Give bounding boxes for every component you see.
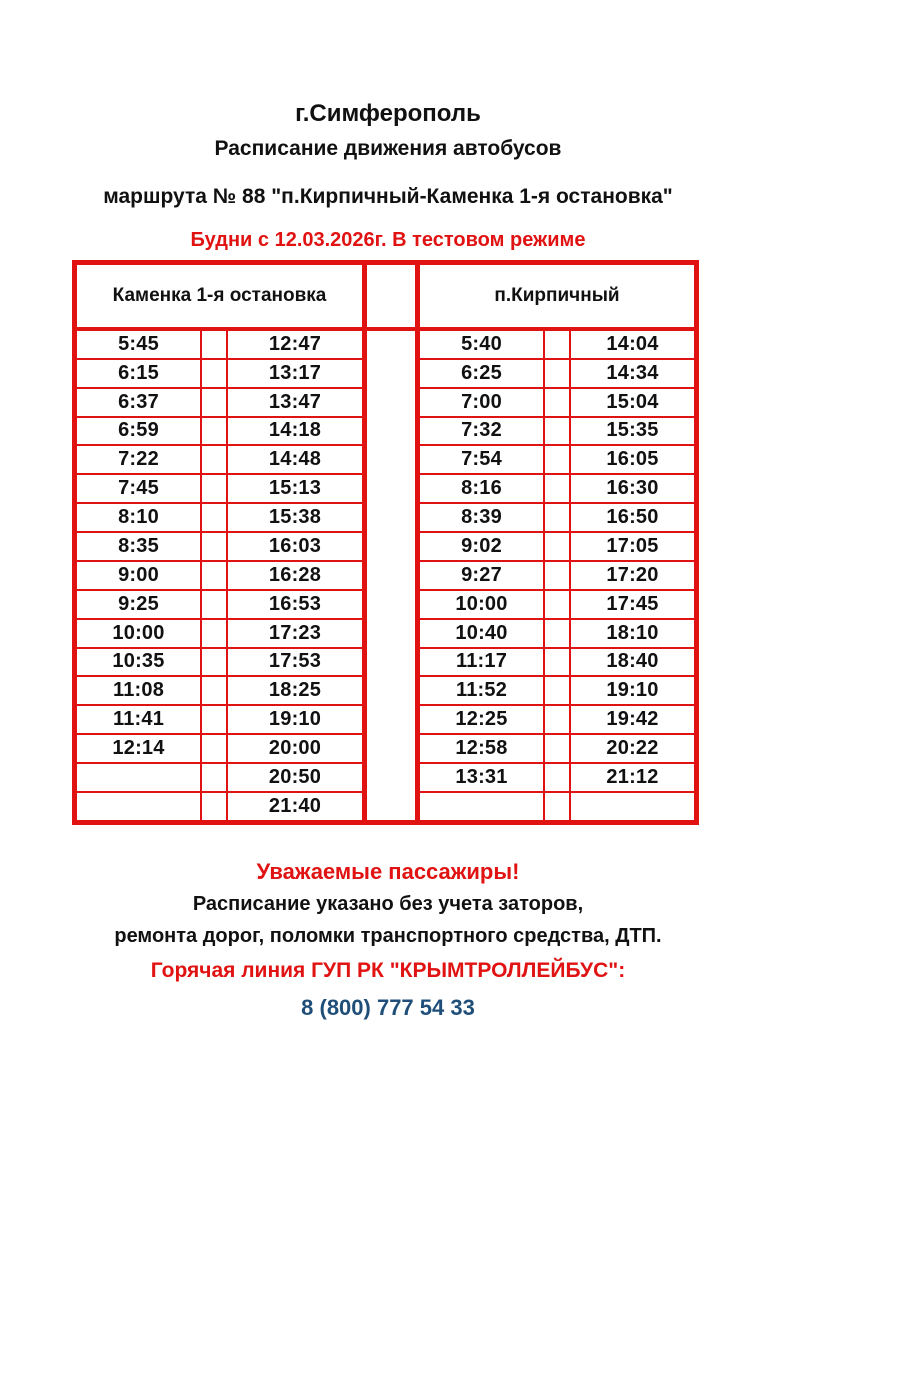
spacer-cell xyxy=(545,677,571,704)
time-cell: 15:38 xyxy=(268,506,322,529)
notice-line-1: Расписание указано без учета заторов, xyxy=(192,893,584,916)
timetable-row xyxy=(420,533,694,562)
time-cell: 19:42 xyxy=(606,708,659,731)
time-cell: 8:10 xyxy=(77,504,202,531)
time-cell: 20:50 xyxy=(268,765,322,788)
spacer-cell xyxy=(545,331,571,358)
time-cell: 16:50 xyxy=(606,506,659,529)
timetable-row xyxy=(420,331,694,360)
time-cell: 21:12 xyxy=(606,765,659,788)
timetable-row xyxy=(420,793,694,820)
timetable-row xyxy=(77,620,362,649)
time-cell: 7:45 xyxy=(77,475,202,502)
timetable-row xyxy=(420,735,694,764)
hotline-phone-number: 8 (800) 777 54 33 xyxy=(301,994,475,1020)
timetable-row xyxy=(420,475,694,504)
spacer-cell xyxy=(202,649,228,676)
right-times-body xyxy=(420,331,694,820)
notice-line-2: ремонта дорог, поломки транспортного средства, ДТП. xyxy=(114,925,662,948)
gap-body-cell xyxy=(367,331,415,825)
time-cell: 6:25 xyxy=(420,360,545,387)
timetable-row xyxy=(420,360,694,389)
schedule-document xyxy=(72,100,704,1021)
time-cell: 7:22 xyxy=(77,446,202,473)
timetable-row xyxy=(420,446,694,475)
spacer-cell xyxy=(545,562,571,589)
time-cell: 13:31 xyxy=(420,764,545,791)
time-cell: 18:10 xyxy=(606,621,659,644)
time-cell: 17:53 xyxy=(268,650,322,673)
spacer-cell xyxy=(202,475,228,502)
timetable-row xyxy=(420,562,694,591)
timetable-row xyxy=(77,591,362,620)
time-cell: 21:40 xyxy=(268,794,322,817)
spacer-cell xyxy=(545,591,571,618)
spacer-cell xyxy=(545,793,571,820)
timetable-row xyxy=(420,389,694,418)
timetable-row xyxy=(77,562,362,591)
passengers-greeting: Уважаемые пассажиры! xyxy=(256,858,520,884)
timetable-row xyxy=(77,649,362,678)
spacer-cell xyxy=(202,360,228,387)
spacer-cell xyxy=(202,591,228,618)
time-cell: 11:41 xyxy=(77,706,202,733)
timetable-row xyxy=(77,793,362,820)
timetable-row xyxy=(77,735,362,764)
time-cell: 14:04 xyxy=(606,332,659,355)
time-cell: 16:53 xyxy=(268,592,322,615)
time-cell: 17:20 xyxy=(606,563,659,586)
time-cell: 18:40 xyxy=(606,650,659,673)
time-cell: 12:58 xyxy=(420,735,545,762)
time-cell: 11:52 xyxy=(420,677,545,704)
time-cell: 9:00 xyxy=(77,562,202,589)
time-cell: 9:27 xyxy=(420,562,545,589)
time-cell: 15:13 xyxy=(268,477,322,500)
timetable xyxy=(72,260,704,825)
time-cell xyxy=(571,793,694,820)
time-cell: 14:34 xyxy=(606,361,659,384)
spacer-cell xyxy=(202,764,228,791)
timetable-row xyxy=(420,706,694,735)
time-cell: 20:22 xyxy=(606,737,659,760)
time-cell: 15:35 xyxy=(606,419,659,442)
time-cell xyxy=(77,793,202,820)
spacer-cell xyxy=(545,620,571,647)
timetable-row xyxy=(77,677,362,706)
time-cell: 8:35 xyxy=(77,533,202,560)
spacer-cell xyxy=(545,649,571,676)
time-cell: 14:48 xyxy=(268,448,322,471)
spacer-cell xyxy=(545,735,571,762)
timetable-row xyxy=(420,591,694,620)
time-cell: 16:28 xyxy=(268,563,322,586)
spacer-cell xyxy=(202,389,228,416)
timetable-right-block xyxy=(415,260,699,825)
time-cell: 6:37 xyxy=(77,389,202,416)
time-cell: 6:59 xyxy=(77,418,202,445)
document-subtitle: Расписание движения автобусов xyxy=(214,136,562,160)
time-cell: 17:45 xyxy=(606,592,659,615)
timetable-row xyxy=(77,533,362,562)
validity-note: Будни с 12.03.2026г. В тестовом режиме xyxy=(190,228,586,251)
time-cell: 19:10 xyxy=(606,679,659,702)
spacer-cell xyxy=(545,360,571,387)
spacer-cell xyxy=(545,764,571,791)
timetable-row xyxy=(77,446,362,475)
spacer-cell xyxy=(545,389,571,416)
spacer-cell xyxy=(202,620,228,647)
time-cell: 13:47 xyxy=(268,390,322,413)
timetable-row xyxy=(420,649,694,678)
timetable-row xyxy=(77,418,362,447)
timetable-row xyxy=(420,764,694,793)
time-cell: 8:39 xyxy=(420,504,545,531)
gap-header-cell xyxy=(367,260,415,331)
timetable-row xyxy=(420,677,694,706)
time-cell: 7:00 xyxy=(420,389,545,416)
timetable-row xyxy=(420,620,694,649)
time-cell: 16:05 xyxy=(606,448,659,471)
time-cell: 10:00 xyxy=(420,591,545,618)
timetable-row xyxy=(77,389,362,418)
time-cell: 12:25 xyxy=(420,706,545,733)
time-cell xyxy=(77,764,202,791)
time-cell: 20:00 xyxy=(268,737,322,760)
time-cell: 15:04 xyxy=(606,390,659,413)
time-cell: 8:16 xyxy=(420,475,545,502)
spacer-cell xyxy=(545,533,571,560)
time-cell: 11:08 xyxy=(77,677,202,704)
time-cell: 5:40 xyxy=(420,331,545,358)
right-stop-header: п.Кирпичный xyxy=(420,265,694,331)
spacer-cell xyxy=(545,504,571,531)
spacer-cell xyxy=(202,418,228,445)
time-cell: 11:17 xyxy=(420,649,545,676)
time-cell: 7:54 xyxy=(420,446,545,473)
timetable-row xyxy=(77,331,362,360)
spacer-cell xyxy=(545,475,571,502)
city-title: г.Симферополь xyxy=(295,100,481,127)
time-cell: 10:40 xyxy=(420,620,545,647)
spacer-cell xyxy=(545,446,571,473)
time-cell: 6:15 xyxy=(77,360,202,387)
timetable-row xyxy=(77,360,362,389)
timetable-center-gap xyxy=(367,260,415,825)
route-title: маршрута № 88 "п.Кирпичный-Каменка 1-я остановка" xyxy=(103,184,673,208)
timetable-row xyxy=(77,764,362,793)
time-cell: 10:35 xyxy=(77,649,202,676)
spacer-cell xyxy=(202,446,228,473)
spacer-cell xyxy=(202,504,228,531)
left-times-body xyxy=(77,331,362,820)
timetable-left-block xyxy=(72,260,367,825)
time-cell: 16:03 xyxy=(268,534,322,557)
left-stop-header: Каменка 1-я остановка xyxy=(77,265,362,331)
time-cell: 16:30 xyxy=(606,477,659,500)
time-cell: 17:05 xyxy=(606,534,659,557)
time-cell: 17:23 xyxy=(268,621,322,644)
time-cell: 9:02 xyxy=(420,533,545,560)
spacer-cell xyxy=(545,706,571,733)
spacer-cell xyxy=(545,418,571,445)
time-cell: 14:18 xyxy=(268,419,322,442)
time-cell: 5:45 xyxy=(77,331,202,358)
time-cell: 13:17 xyxy=(268,361,322,384)
time-cell xyxy=(420,793,545,820)
footer-notices xyxy=(72,859,704,1021)
spacer-cell xyxy=(202,706,228,733)
timetable-row xyxy=(420,418,694,447)
spacer-cell xyxy=(202,677,228,704)
timetable-row xyxy=(77,504,362,533)
timetable-row xyxy=(77,706,362,735)
spacer-cell xyxy=(202,562,228,589)
spacer-cell xyxy=(202,735,228,762)
time-cell: 12:14 xyxy=(77,735,202,762)
timetable-row xyxy=(420,504,694,533)
time-cell: 7:32 xyxy=(420,418,545,445)
time-cell: 12:47 xyxy=(268,332,322,355)
time-cell: 10:00 xyxy=(77,620,202,647)
time-cell: 9:25 xyxy=(77,591,202,618)
spacer-cell xyxy=(202,331,228,358)
timetable-row xyxy=(77,475,362,504)
spacer-cell xyxy=(202,793,228,820)
spacer-cell xyxy=(202,533,228,560)
time-cell: 18:25 xyxy=(268,679,322,702)
time-cell: 19:10 xyxy=(268,708,322,731)
hotline-label: Горячая линия ГУП РК "КРЫМТРОЛЛЕЙБУС": xyxy=(150,959,626,983)
